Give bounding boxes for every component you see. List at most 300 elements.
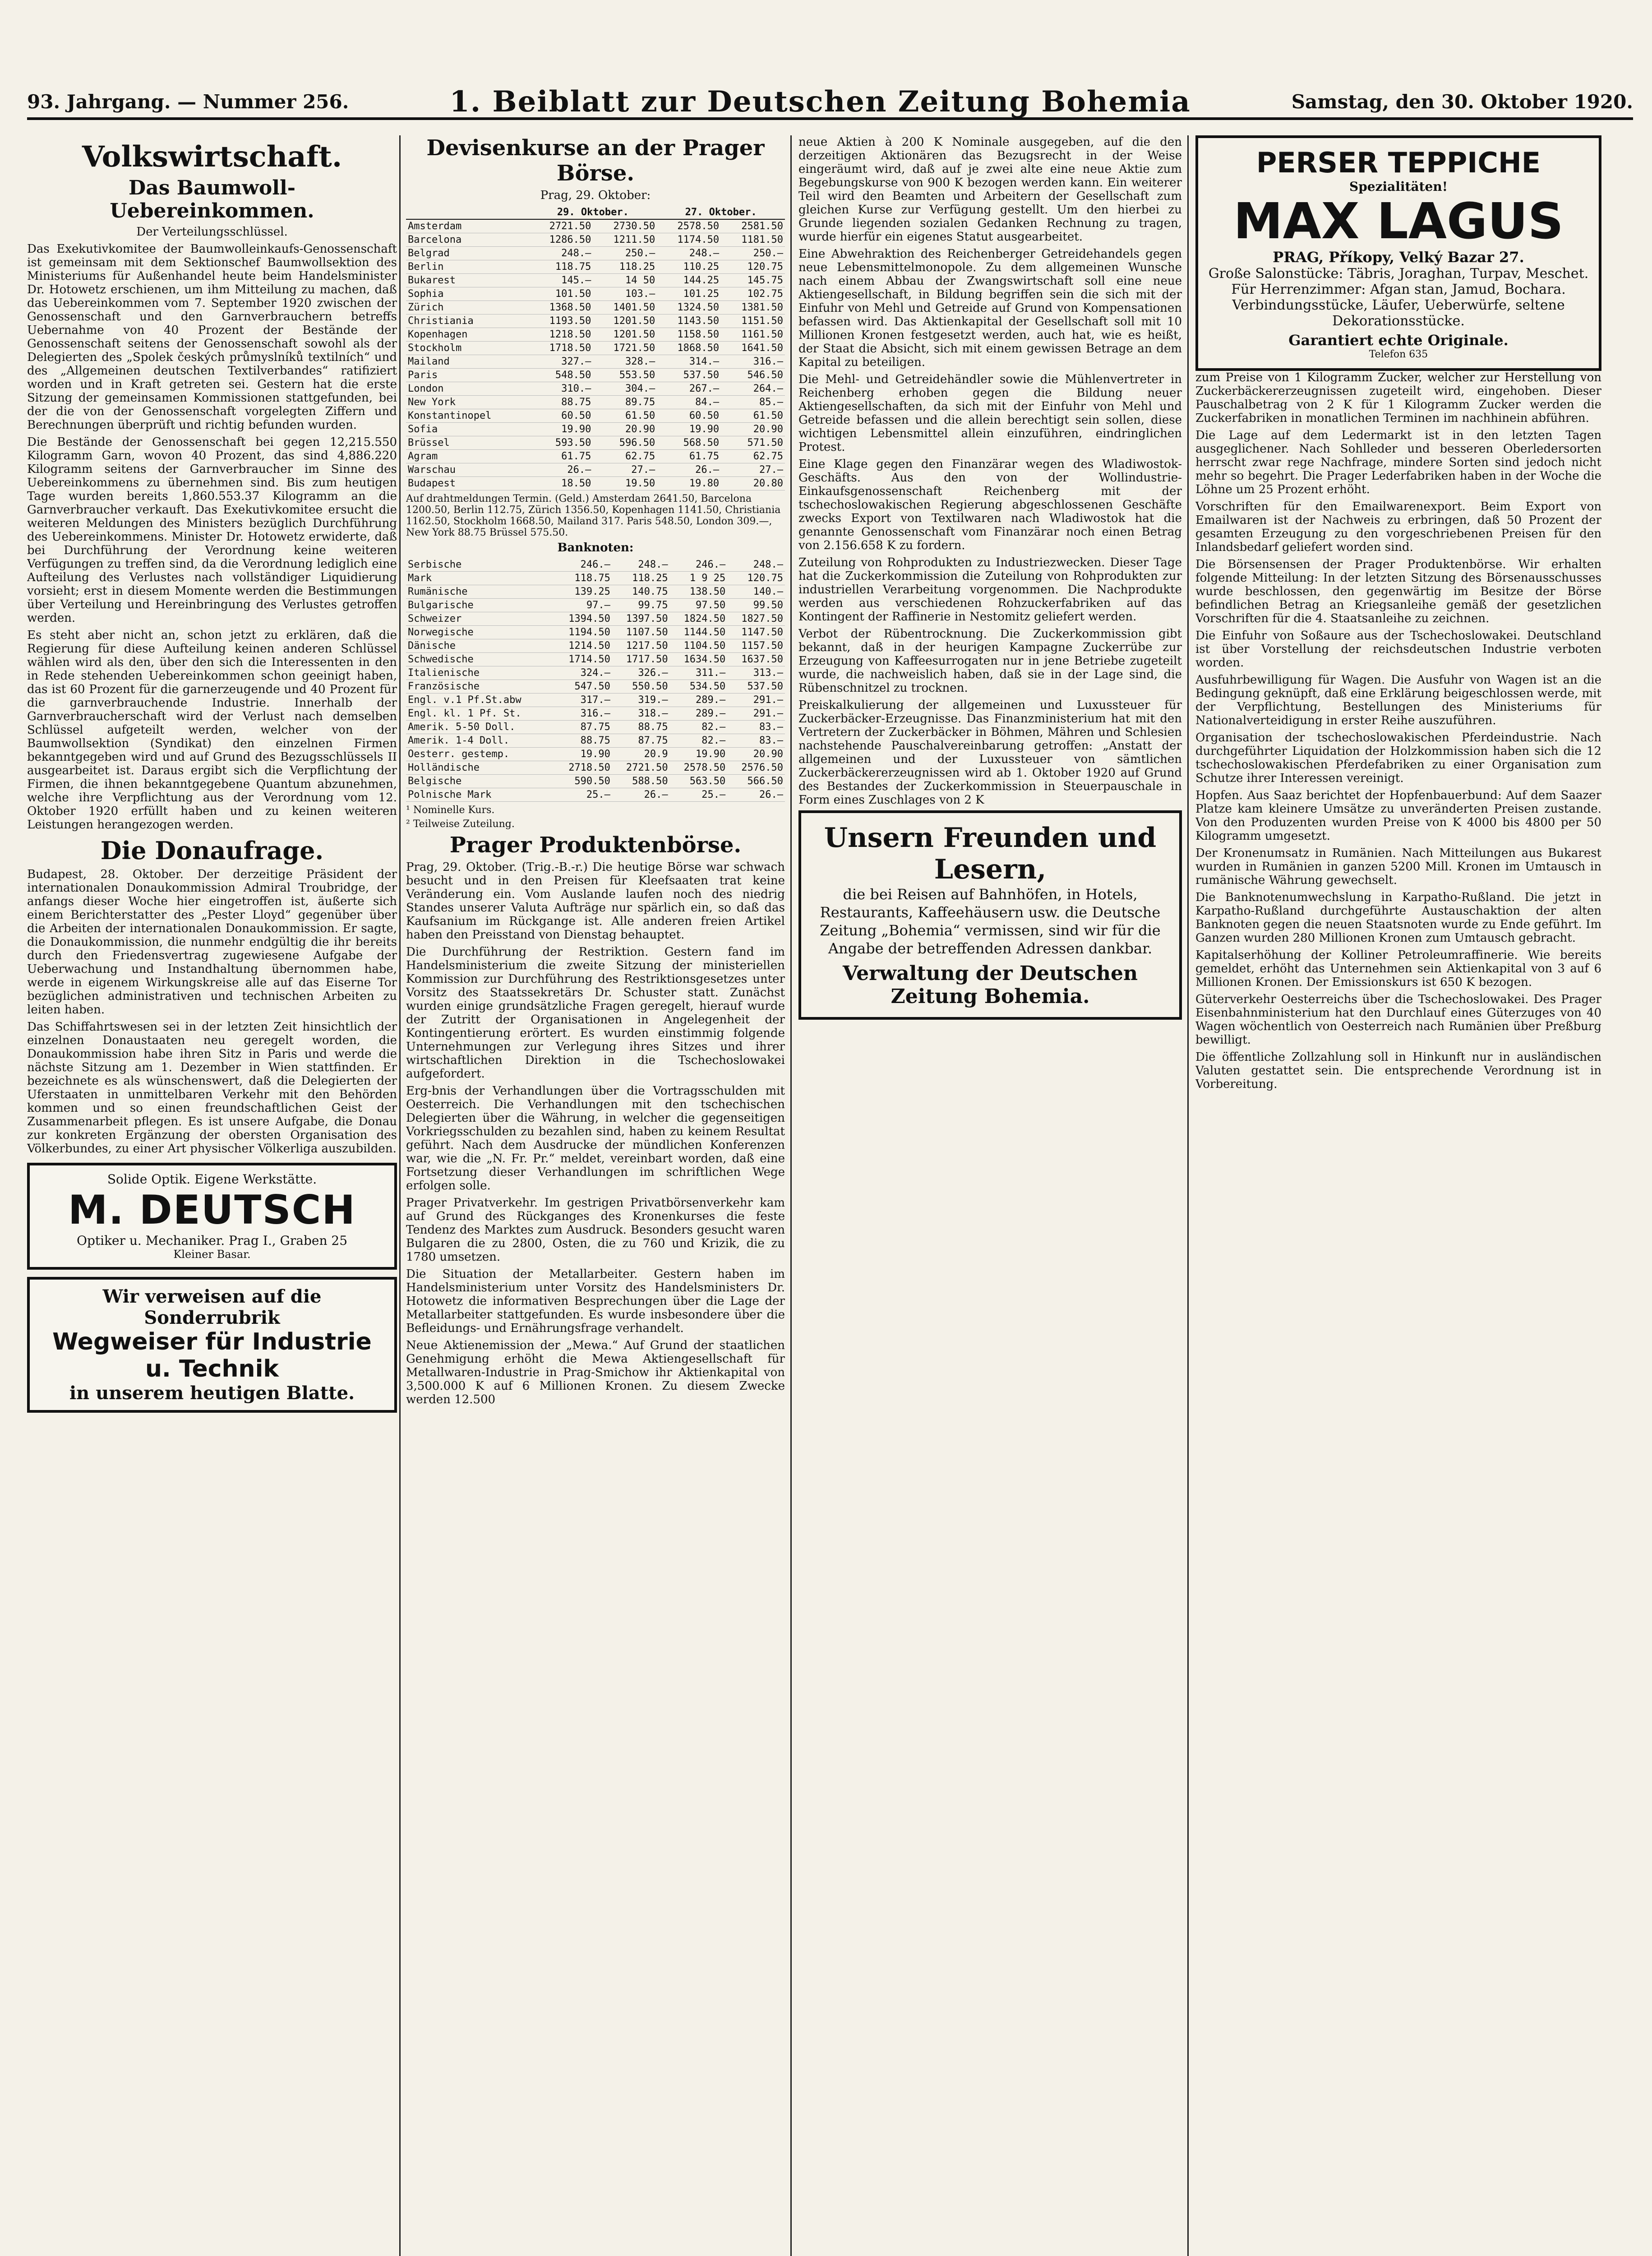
rate-cell: 145.75 <box>721 274 785 287</box>
rate-cell: 547.50 <box>554 680 612 693</box>
rate-cell: 87.75 <box>612 734 670 748</box>
masthead <box>27 86 1633 120</box>
exchange-rate-table <box>406 206 785 490</box>
table-row <box>406 477 785 490</box>
currency-cell: Warschau <box>406 463 529 477</box>
table-header: 29. Oktober. <box>529 206 657 219</box>
rate-cell: 97.50 <box>670 599 728 612</box>
rate-cell: 289.— <box>670 707 728 721</box>
advert-address: PRAG, Příkopy, Velký Bazar 27. <box>1273 249 1524 266</box>
column-rule <box>399 135 401 2256</box>
article-paragraph: Der Kronenumsatz in Rumänien. Nach Mitteilungen aus Bukarest wurden in Rumänien in ganzen 5200 Mill. Kronen im Umtausch in rumänische Währung gewechselt. <box>1195 846 1601 887</box>
article-paragraph: Zuteilung von Rohprodukten zu Industriezwecken. Dieser Tage hat die Zuckerkommission die Zuteilung von Rohprodukten zur industriellen Verarbeitung vorgenommen. Die Nachprodukte werden aus verschiedenen Rohzuckerfabriken auf das Kontingent der Raffinerie in Nestomitz geliefert werden. <box>798 556 1182 624</box>
column-3 <box>798 135 1182 1020</box>
rate-cell: 120.75 <box>727 572 785 585</box>
advert-line: Wegweiser für Industrie u. Technik <box>52 1328 372 1382</box>
rate-cell: 118.25 <box>612 572 670 585</box>
currency-cell: Holländische <box>406 761 554 775</box>
rate-cell: 60.50 <box>529 409 593 423</box>
rate-cell: 1147.50 <box>727 626 785 639</box>
currency-cell: Kopenhagen <box>406 328 529 342</box>
table-row <box>406 247 785 260</box>
currency-cell: Barcelona <box>406 233 529 247</box>
table-row <box>406 721 785 734</box>
rate-cell: 316.— <box>721 355 785 369</box>
rate-cell: 19.90 <box>657 423 721 436</box>
table-row <box>406 612 785 626</box>
rate-cell: 25.— <box>670 788 728 802</box>
article-paragraph: Die Lage auf dem Ledermarkt ist in den letzten Tagen ausgeglichener. Nach Sohlleder und besseren Oberledersorten herrscht zwar rege Nachfrage, mindere Sorten sind jedoch nicht mehr so begehrt. Die Prager Lederfabriken haben in der Woche die Löhne um 25 Prozent erhöht. <box>1195 429 1601 496</box>
issue-date: Samstag, den 30. Oktober 1920. <box>1291 90 1633 113</box>
reader-announcement <box>798 810 1182 1020</box>
table-row <box>406 558 785 572</box>
rate-cell: 61.75 <box>657 450 721 463</box>
table-row <box>406 707 785 721</box>
rate-cell: 88.75 <box>612 721 670 734</box>
rate-cell: 1143.50 <box>657 314 721 328</box>
rate-cell: 310.— <box>529 382 593 396</box>
rate-cell: 83.— <box>727 734 785 748</box>
article-paragraph: Kapitalserhöhung der Kolliner Petroleumraffinerie. Wie bereits gemeldet, erhöht das Unternehmen sein Aktienkapital von 3 auf 6 Millionen Kronen. Der Emissionskurs ist 650 K bezogen. <box>1195 948 1601 989</box>
column-4 <box>1195 135 1601 1095</box>
announcement-title: Unsern Freunden und Lesern, <box>824 822 1157 885</box>
article-paragraph: neue Aktien à 200 K Nominale ausgegeben, auf die den derzeitigen Aktionären das Bezugsrecht in der Weise eingeräumt wird, daß auf je zwei alte eine neue Aktie zum Begebungskurse von 900 K bezogen werden kann. Ein weiterer Teil wird den Beamten und Arbeitern der Gesellschaft zum gleichen Kurse zur Verfügung gestellt. Um den hierbei zu Grunde liegenden sozialen Gedanken Rechnung zu tragen, wurde hierfür ein eigenes Statut ausgearbeitet. <box>798 135 1182 244</box>
rate-cell: 1637.50 <box>727 653 785 666</box>
rate-cell: 26.— <box>529 463 593 477</box>
currency-cell: Italienische <box>406 666 554 680</box>
rate-cell: 291.— <box>727 693 785 707</box>
rate-cell: 61.50 <box>593 409 657 423</box>
article-paragraph: Organisation der tschechoslowakischen Pferdeindustrie. Nach durchgeführter Liquidation der Holzkommission haben sich die 12 tschechoslowakischen Pferdefabriken zu einer Organisation zum Schutze ihrer Interessen vereinigt. <box>1195 731 1601 785</box>
rate-cell: 83.— <box>727 721 785 734</box>
currency-cell: London <box>406 382 529 396</box>
rate-cell: 1211.50 <box>593 233 657 247</box>
currency-cell: Schwedische <box>406 653 554 666</box>
table-row <box>406 409 785 423</box>
currency-cell: Serbische <box>406 558 554 572</box>
table-header-row <box>406 206 785 219</box>
advert-line: Für Herrenzimmer: Afgan stan, Jamud, Bochara. <box>1231 282 1566 297</box>
table-row <box>406 287 785 301</box>
rate-cell: 1381.50 <box>721 301 785 314</box>
rate-cell: 1104.50 <box>670 639 728 653</box>
rate-cell: 20.90 <box>727 748 785 761</box>
rate-cell: 267.— <box>657 382 721 396</box>
advert-name: MAX LAGUS <box>1233 192 1564 250</box>
table-row <box>406 734 785 748</box>
rate-cell: 1151.50 <box>721 314 785 328</box>
article-paragraph: Die Mehl- und Getreidehändler sowie die Mühlenvertreter in Reichenberg erhoben gegen die Bildung neuer Aktiengesellschaften, da sich mit der Einfuhr von Mehl und Getreide befassen und die allein berechtigt sein sollen, diese wichtigen Lebensmittel allein einzuführen, eindringlichen Protest. <box>798 373 1182 454</box>
article-paragraph: Hopfen. Aus Saaz berichtet der Hopfenbauerbund: Auf dem Saazer Platze kam kleinere Umsätze zu unveränderten Preisen zustande. Von den Produzenten wurden Preise von K 4000 bis 4800 per 50 Kilogramm umgesetzt. <box>1195 789 1601 843</box>
currency-cell: Berlin <box>406 260 529 274</box>
currency-cell: Brüssel <box>406 436 529 450</box>
table-row <box>406 626 785 639</box>
table-row <box>406 775 785 788</box>
rate-cell: 82.— <box>670 721 728 734</box>
rate-cell: 18.50 <box>529 477 593 490</box>
table-row <box>406 680 785 693</box>
rate-cell: 1286.50 <box>529 233 593 247</box>
rate-cell: 1394.50 <box>554 612 612 626</box>
article-paragraph: Verbot der Rübentrocknung. Die Zuckerkommission gibt bekannt, daß in der heurigen Kampagne Zuckerrübe zur Erzeugung von Kaffeesurrogaten nur in jene Betriebe zugeteilt wurde, die nachweislich haben, daß sie in der Lage sind, die Rübenschnitzel zu trocknen. <box>798 627 1182 695</box>
rate-cell: 118.75 <box>554 572 612 585</box>
currency-cell: Rumänische <box>406 585 554 599</box>
table-row <box>406 328 785 342</box>
rate-cell: 1401.50 <box>593 301 657 314</box>
rate-cell: 1868.50 <box>657 342 721 355</box>
table-row <box>406 599 785 612</box>
rate-cell: 20.9 <box>612 748 670 761</box>
table-row <box>406 260 785 274</box>
article-paragraph: Preiskalkulierung der allgemeinen und Luxussteuer für Zuckerbäcker-Erzeugnisse. Das Finanzministerium hat mit den Vertretern der Zuckerbäcker in Böhmen, Mähren und Schlesien nachstehende Pauschalvereinbarung getroffen: „Anstatt der allgemeinen und der Luxussteuer von sämtlichen Zuckerbäckererzeugnissen wird ab 1. Oktober 1920 auf Grund des Bestandes der Zuckerkommission in Steuerpauschale in Form eines Zuschlages von 2 K <box>798 698 1182 807</box>
rate-cell: 89.75 <box>593 396 657 409</box>
rate-cell: 311.— <box>670 666 728 680</box>
table-row <box>406 572 785 585</box>
article-paragraph: Es steht aber nicht an, schon jetzt zu erklären, daß die Regierung für diese Aufteilung keinen anderen Schlüssel wählen wird als den, über den sich die Interessenten in den in Rede stehenden Uebereinkommen schon geeinigt haben, das ist 60 Prozent für die garnerzeugende und 40 Prozent für die garnverbrauchende Industrie. Innerhalb der Garnverbraucherschaft wird der Verlust nach demselben Schlüssel aufgeteilt werden, welcher von der Baumwollsektion (Syndikat) den einzelnen Firmen bekanntgegeben wird und auf Grund des Bezugsschlüssels II ausgearbeitet ist. Daraus ergibt sich die Verpflichtung der Firmen, die ihnen bekanntgegebene Quantum abzunehmen, welche ihre Verpflichtung aus der Verordnung vom 12. Oktober 1920 erfüllt haben und zu keinen weiteren Leistungen herangezogen werden. <box>27 629 397 832</box>
currency-cell: Belgrad <box>406 247 529 260</box>
table-row <box>406 450 785 463</box>
rate-cell: 26.— <box>727 788 785 802</box>
rate-cell: 537.50 <box>657 369 721 382</box>
rate-cell: 327.— <box>529 355 593 369</box>
banknotes-table <box>406 558 785 802</box>
column-1 <box>27 135 397 1420</box>
rate-cell: 26.— <box>657 463 721 477</box>
rate-cell: 537.50 <box>727 680 785 693</box>
rate-cell: 590.50 <box>554 775 612 788</box>
rate-cell: 99.50 <box>727 599 785 612</box>
advert-wegweiser <box>27 1277 397 1413</box>
rate-cell: 1634.50 <box>670 653 728 666</box>
rate-cell: 548.50 <box>529 369 593 382</box>
article-paragraph: zum Preise von 1 Kilogramm Zucker, welcher zur Herstellung von Zuckerbäckererzeugnissen zugeteilt wird, eingehoben. Dieser Pauschalbetrag von 2 K für 1 Kilogramm Zucker werden die Zuckerfabriken in monatlichen Terminen im nachhinein abführen. <box>1195 371 1601 425</box>
rate-cell: 26.— <box>612 788 670 802</box>
article-paragraph: Die Börsensensen der Prager Produktenbörse. Wir erhalten folgende Mitteilung: In der letzten Sitzung des Börsenausschusses wurde beschlossen, den gegenwärtig im Besitze der Börse befindlichen Betrag an Kriegsanleihe gemäß der gesetzlichen Vorschriften für die 4. Staatsanleihe zu zeichnen. <box>1195 558 1601 625</box>
rate-cell: 85.— <box>721 396 785 409</box>
rate-cell: 84.— <box>657 396 721 409</box>
currency-cell: Agram <box>406 450 529 463</box>
rate-cell: 19.90 <box>554 748 612 761</box>
rate-cell: 145.— <box>529 274 593 287</box>
rate-cell: 60.50 <box>657 409 721 423</box>
advert-line: Optiker u. Mechaniker. Prag I., Graben 25 <box>76 1233 348 1248</box>
rate-cell: 289.— <box>670 693 728 707</box>
rate-cell: 140.75 <box>612 585 670 599</box>
article-paragraph: Eine Klage gegen den Finanzärar wegen des Wladiwostok-Geschäfts. Aus den von der Wollindustrie-Einkaufsgenossenschaft Reichenberg mit der tschechoslowakischen Regierung abgeschlossenen Geschäfte zwecks Export von Textilwaren nach Wladiwostok hat die genannte Genossenschaft vom Finanzärar noch einen Betrag von 2.156.658 K zu fordern. <box>798 458 1182 552</box>
rate-cell: 1174.50 <box>657 233 721 247</box>
rate-cell: 27.— <box>721 463 785 477</box>
rate-cell: 568.50 <box>657 436 721 450</box>
advert-line: Große Salonstücke: Täbris, Joraghan, Turpav, Meschet. <box>1208 266 1589 282</box>
table-row <box>406 396 785 409</box>
rate-cell: 1827.50 <box>727 612 785 626</box>
rate-cell: 317.— <box>554 693 612 707</box>
rate-cell: 20.90 <box>721 423 785 436</box>
rate-cell: 101.50 <box>529 287 593 301</box>
rate-cell: 19.90 <box>529 423 593 436</box>
rate-cell: 248.— <box>727 558 785 572</box>
rate-cell: 1368.50 <box>529 301 593 314</box>
section-heading: Volkswirtschaft. <box>82 140 342 174</box>
table-header <box>406 206 529 219</box>
table-row <box>406 653 785 666</box>
currency-cell: Stockholm <box>406 342 529 355</box>
rate-cell: 1193.50 <box>529 314 593 328</box>
rate-cell: 248.— <box>529 247 593 260</box>
rate-cell: 246.— <box>670 558 728 572</box>
table-row <box>406 355 785 369</box>
article-paragraph: Das Schiffahrtswesen sei in der letzten Zeit hinsichtlich der einzelnen Donaustaaten neu geregelt worden, die Donaukommission habe ihren Sitz in Paris und werde die nächste Sitzung am 1. Dezember in Wien stattfinden. Er bezeichnete es als wünschenswert, daß die Delegierten der Uferstaaten in unmittelbaren Verkehr mit den Behörden kommen und so einen freundschaftlichen Geist der Zusammenarbeit pflegen. Es ist unsere Aufgabe, die Donau zur konkreten Ergänzung der obersten Organisation des Völkerbundes, zu einer Art physischer Völkerliga auszubilden. <box>27 1020 397 1156</box>
article-paragraph: Budapest, 28. Oktober. Der derzeitige Präsident der internationalen Donaukommission Admiral Troubridge, der anfangs dieser Woche hier eingetroffen ist, äußerte sich einem Berichterstatter des „Pester Lloyd“ gegenüber über die Arbeiten der internationalen Donaukommission. Er sagte, die Donaukommission, die nunmehr endgültig die ihr bereits durch den Friedensvertrag zugewiesene Aufgabe der Ueberwachung und Instandhaltung übernommen habe, werde in eigenem Wirkungskreise alle auf das Eiserne Tor bezüglichen administrativen und technischen Arbeiten zu leiten haben. <box>27 868 397 1017</box>
rate-cell: 118.25 <box>593 260 657 274</box>
currency-cell: Paris <box>406 369 529 382</box>
rate-cell: 1201.50 <box>593 314 657 328</box>
rate-cell: 328.— <box>593 355 657 369</box>
table-header: 27. Oktober. <box>657 206 785 219</box>
rate-cell: 20.90 <box>593 423 657 436</box>
rate-cell: 99.75 <box>612 599 670 612</box>
currency-cell: Amsterdam <box>406 219 529 233</box>
rate-cell: 61.50 <box>721 409 785 423</box>
rate-cell: 88.75 <box>529 396 593 409</box>
table-row <box>406 301 785 314</box>
rate-cell: 2718.50 <box>554 761 612 775</box>
article-paragraph: Prag, 29. Oktober. (Trig.-B.-r.) Die heutige Börse war schwach besucht und in den Preisen für Kleefsaaten trat keine Veränderung ein. Vom Auslande laufen noch des niedrig Standes unserer Valuta Aufträge nur spärlich ein, so daß das Kaufsanium im Rückgange ist. Alle anderen freien Artikel haben den Preisstand von Dienstag behauptet. <box>406 860 785 942</box>
rate-cell: 118.75 <box>529 260 593 274</box>
section-heading: Prager Produktenbörse. <box>449 832 742 858</box>
table-row <box>406 585 785 599</box>
rate-cell: 1217.50 <box>612 639 670 653</box>
issue-number: 93. Jahrgang. — Nummer 256. <box>27 90 349 113</box>
rate-cell: 1824.50 <box>670 612 728 626</box>
currency-cell: Bukarest <box>406 274 529 287</box>
advert-line: Garantiert echte Originale. <box>1288 332 1509 349</box>
column-2 <box>406 135 785 1410</box>
rate-cell: 19.90 <box>670 748 728 761</box>
currency-cell: Belgische <box>406 775 554 788</box>
rate-cell: 553.50 <box>593 369 657 382</box>
rate-cell: 1107.50 <box>612 626 670 639</box>
article-paragraph: Die Situation der Metallarbeiter. Gestern haben im Handelsministerium unter Vorsitz des Handelsministers Dr. Hotowetz die informativen Besprechungen über die Lage der Metallarbeiter stattgefunden. Es wurde insbesondere über die Befleidungs- und Ernährungsfrage verhandelt. <box>406 1267 785 1335</box>
currency-cell: Norwegische <box>406 626 554 639</box>
rate-cell: 1144.50 <box>670 626 728 639</box>
rate-cell: 88.75 <box>554 734 612 748</box>
table-row <box>406 423 785 436</box>
rate-cell: 1 9 25 <box>670 572 728 585</box>
article-paragraph: Die öffentliche Zollzahlung soll in Hinkunft nur in ausländischen Valuten gestattet sein. Die entsprechende Verordnung ist in Vorbereitung. <box>1195 1050 1601 1091</box>
advert-perser-teppiche <box>1195 135 1601 371</box>
currency-cell: Konstantinopel <box>406 409 529 423</box>
rate-cell: 19.50 <box>593 477 657 490</box>
rate-cell: 550.50 <box>612 680 670 693</box>
rate-cell: 250.— <box>593 247 657 260</box>
rate-cell: 1718.50 <box>529 342 593 355</box>
article-paragraph: Die Einfuhr von Soßaure aus der Tschechoslowakei. Deutschland ist über Vorstellung der reichsdeutschen Industrie verboten worden. <box>1195 629 1601 670</box>
rate-cell: 61.75 <box>529 450 593 463</box>
currency-cell: Polnische Mark <box>406 788 554 802</box>
table-row <box>406 314 785 328</box>
article-paragraph: Ausfuhrbewilligung für Wagen. Die Ausfuhr von Wagen ist an die Bedingung geknüpft, daß eine Erklärung beigeschlossen werde, mit der Verpflichtung, Bestellungen des Ministeriums für Nationalverteidigung in erster Reihe auszuführen. <box>1195 673 1601 727</box>
table-row <box>406 693 785 707</box>
rate-cell: 2721.50 <box>529 219 593 233</box>
rate-cell: 1218.50 <box>529 328 593 342</box>
rate-cell: 588.50 <box>612 775 670 788</box>
advert-line: Telefon 635 <box>1369 349 1428 360</box>
currency-cell: Mailand <box>406 355 529 369</box>
article-paragraph: Die Banknotenumwechslung in Karpatho-Rußland. Die jetzt in Karpatho-Rußland durchgeführte Austauschaktion der alten Banknoten gegen die neuen Staatsnoten wurde zu Ende geführt. Im Ganzen wurden 280 Millionen Kronen zum Umtausch gebracht. <box>1195 891 1601 945</box>
table-row <box>406 666 785 680</box>
table-row <box>406 233 785 247</box>
rate-cell: 1324.50 <box>657 301 721 314</box>
rate-cell: 1714.50 <box>554 653 612 666</box>
advert-line: Verbindungsstücke, Läufer, Ueberwürfe, seltene Dekorationsstücke. <box>1232 297 1565 329</box>
rate-cell: 62.75 <box>593 450 657 463</box>
currency-cell: New York <box>406 396 529 409</box>
advert-deutsch <box>27 1163 397 1270</box>
advert-line: Kleiner Basar. <box>173 1248 251 1261</box>
rate-cell: 304.— <box>593 382 657 396</box>
article-title: Das Baumwoll-Uebereinkommen. <box>110 176 314 222</box>
rate-cell: 316.— <box>554 707 612 721</box>
advert-line: PERSER TEPPICHE <box>1256 146 1541 179</box>
rate-cell: 563.50 <box>670 775 728 788</box>
article-paragraph: Die Durchführung der Restriktion. Gestern fand im Handelsministerium die zweite Sitzung der ministeriellen Kommission zur Durchführung des Restriktionsgesetzes unter Vorsitz des Staatssekretärs Dr. Schuster statt. Zunächst wurden einige grundsätzliche Fragen geregelt, hierauf wurde der Zutritt der Organisationen in Angelegenheit der Kontingentierung erörtert. Es wurden einstimmig folgende Unternehmungen zur Verlegung ihres Sitzes und ihrer wirtschaftlichen Direktion in die Tschechoslowakei aufgefordert. <box>406 945 785 1081</box>
table-row <box>406 639 785 653</box>
table-date: Prag, 29. Oktober: <box>540 189 651 202</box>
rate-cell: 139.25 <box>554 585 612 599</box>
currency-cell: Schweizer <box>406 612 554 626</box>
rate-cell: 1641.50 <box>721 342 785 355</box>
currency-cell: Mark <box>406 572 554 585</box>
rate-cell: 314.— <box>657 355 721 369</box>
column-rule <box>1187 135 1189 2256</box>
currency-cell: Oesterr. gestemp. <box>406 748 554 761</box>
rate-cell: 324.— <box>554 666 612 680</box>
table-row <box>406 761 785 775</box>
table-row <box>406 274 785 287</box>
rate-cell: 140.— <box>727 585 785 599</box>
article-subtitle: Der Verteilungsschlüssel. <box>136 225 288 239</box>
table-row <box>406 463 785 477</box>
table-row <box>406 748 785 761</box>
rate-cell: 110.25 <box>657 260 721 274</box>
table-row <box>406 382 785 396</box>
rate-cell: 62.75 <box>721 450 785 463</box>
rate-cell: 2578.50 <box>657 219 721 233</box>
rate-cell: 246.— <box>554 558 612 572</box>
rate-cell: 2721.50 <box>612 761 670 775</box>
rate-cell: 250.— <box>721 247 785 260</box>
currency-cell: Sofia <box>406 423 529 436</box>
advert-line: Solide Optik. Eigene Werkstätte. <box>107 1172 317 1187</box>
rate-cell: 101.25 <box>657 287 721 301</box>
currency-cell: Bulgarische <box>406 599 554 612</box>
forward-rates-note: Auf drahtmeldungen Termin. (Geld.) Amsterdam 2641.50, Barcelona 1200.50, Berlin 112.75, Zürich 1356.50, Kopenhagen 1141.50, Christiania 1162.50, Stockholm 1668.50, Mailand 317. Paris 548.50, London 309.—, New York 88.75 Brüssel 575.50. <box>406 493 781 538</box>
rate-cell: 318.— <box>612 707 670 721</box>
table-row <box>406 788 785 802</box>
rate-cell: 144.25 <box>657 274 721 287</box>
rate-cell: 1158.50 <box>657 328 721 342</box>
rate-cell: 102.75 <box>721 287 785 301</box>
rate-cell: 82.— <box>670 734 728 748</box>
rate-cell: 1721.50 <box>593 342 657 355</box>
currency-cell: Engl. kl. 1 Pf. St. <box>406 707 554 721</box>
rate-cell: 2576.50 <box>727 761 785 775</box>
article-title: Die Donaufrage. <box>100 836 324 865</box>
rate-cell: 87.75 <box>554 721 612 734</box>
column-rule <box>790 135 792 2256</box>
advert-name: M. DEUTSCH <box>68 1187 356 1233</box>
rate-cell: 97.— <box>554 599 612 612</box>
rate-cell: 1161.50 <box>721 328 785 342</box>
rate-cell: 2581.50 <box>721 219 785 233</box>
supplement-title: 1. Beiblatt zur Deutschen Zeitung Bohemia <box>449 84 1191 119</box>
footnote: ¹ Nominelle Kurs. <box>406 804 495 816</box>
rate-cell: 1397.50 <box>612 612 670 626</box>
table-row <box>406 436 785 450</box>
rate-cell: 2578.50 <box>670 761 728 775</box>
currency-cell: Sophia <box>406 287 529 301</box>
table-row <box>406 369 785 382</box>
rate-cell: 2730.50 <box>593 219 657 233</box>
currency-cell: Amerik. 1-4 Doll. <box>406 734 554 748</box>
currency-cell: Französische <box>406 680 554 693</box>
rate-cell: 571.50 <box>721 436 785 450</box>
article-paragraph: Vorschriften für den Emailwarenexport. Beim Export von Emailwaren ist der Nachweis zu erbringen, daß 50 Prozent der gesamten Erzeugung zu den vorgeschriebenen Preisen für den Inlandsbedarf geliefert worden sind. <box>1195 500 1601 554</box>
rate-cell: 1214.50 <box>554 639 612 653</box>
rate-cell: 319.— <box>612 693 670 707</box>
article-paragraph: Das Exekutivkomitee der Baumwolleinkaufs-Genossenschaft ist gemeinsam mit dem Sektionschef Baumwollsektion des Ministeriums für Außenhandel heute beim Handelsminister Dr. Hotowetz erschienen, um ihm Mitteilung zu machen, daß das Uebereinkommen vom 7. September 1920 zwischen der Genossenschaft und den Garnverbrauchern betreffs Uebernahme von 40 Prozent der Bestände der Genossenschaft seitens der Genossenschaft sowohl als der Delegierten des „Spolek českých průmyslníků textilních“ und des „Allgemeinen deutschen Textilverbandes“ ratifiziert worden und in Kraft getreten sei. Gestern hat die erste Sitzung der gemeinsamen Kommissionen stattgefunden, bei der die von der Genossenschaft vorgelegten Ziffern und Berechnungen überprüft und richtig befunden wurden. <box>27 242 397 432</box>
rate-cell: 534.50 <box>670 680 728 693</box>
section-heading: Devisenkurse an der Prager Börse. <box>426 135 765 186</box>
rate-cell: 103.— <box>593 287 657 301</box>
rate-cell: 566.50 <box>727 775 785 788</box>
rate-cell: 120.75 <box>721 260 785 274</box>
advert-line: Wir verweisen auf die Sonderrubrik <box>102 1286 322 1328</box>
rate-cell: 264.— <box>721 382 785 396</box>
article-paragraph: Eine Abwehraktion des Reichenberger Getreidehandels gegen neue Lebensmittelmonopole. Zu dem allgemeinen Wunsche nach einem Abbau der Zwangswirtschaft soll eine neue Aktiengesellschaft, in Bildung begriffen sein die sich mit der Einfuhr von Mehl und Getreide auf Grund von Kompensationen befassen wird. Das Aktienkapital der Gesellschaft soll mit 10 Millionen Kronen festgesetzt werden, auch hat, wie es heißt, der Staat die Absicht, sich mit einem gewissen Betrage an dem Kapital zu beteiligen. <box>798 247 1182 369</box>
rate-cell: 20.80 <box>721 477 785 490</box>
rate-cell: 313.— <box>727 666 785 680</box>
rate-cell: 19.80 <box>657 477 721 490</box>
currency-cell: Amerik. 5-50 Doll. <box>406 721 554 734</box>
advert-line: Spezialitäten! <box>1349 179 1448 194</box>
announcement-body: die bei Reisen auf Bahnhöfen, in Hotels, Restaurants, Kaffeehäusern usw. die Deutsche Zeitung „Bohemia“ vermissen, sind wir für die Angabe der betreffenden Adressen dankbar. <box>820 886 1161 957</box>
rate-cell: 27.— <box>593 463 657 477</box>
rate-cell: 14 50 <box>593 274 657 287</box>
rate-cell: 291.— <box>727 707 785 721</box>
banknotes-heading: Banknoten: <box>557 541 634 555</box>
article-paragraph: Erg-bnis der Verhandlungen über die Vortragsschulden mit Oesterreich. Die Verhandlungen mit den tschechischen Delegierten über die Währung, in welcher die gegenseitigen Vorkriegsschulden zu bezahlen sind, haben zu keinem Resultat geführt. Nach dem Ausdrucke der mündlichen Konferenzen war, wie die „N. Fr. Pr.“ meldet, vereinbart worden, daß eine Fortsetzung dieser Verhandlungen im schriftlichen Wege erfolgen solle. <box>406 1084 785 1193</box>
rate-cell: 248.— <box>657 247 721 260</box>
rate-cell: 1717.50 <box>612 653 670 666</box>
article-paragraph: Die Bestände der Genossenschaft bei gegen 12,215.550 Kilogramm Garn, wovon 40 Prozent, das sind 4,886.220 Kilogramm seitens der Garnverbraucher im Sinne des Uebereinkommens zu übernehmen sind. Bis zum heutigen Tage wurden bereits 1,860.553.37 Kilogramm an die Garnverbraucher verkauft. Das Exekutivkomitee ersucht die weiteren Meldungen des Ministers bezüglich Durchführung des Uebereinkommens. Minister Dr. Hotowetz erwiderte, daß bei Durchführung der Verordnung keine weiteren Verfügungen zu treffen sind, da die Verordnung lediglich eine Aufteilung des Verlustes nach vollständiger Liquidierung vorsieht; erst in diesem Momente werden die Bestimmungen über Verteilung und Hereinbringung des Verlustes getroffen werden. <box>27 435 397 625</box>
currency-cell: Budapest <box>406 477 529 490</box>
article-paragraph: Neue Aktienemission der „Mewa.“ Auf Grund der staatlichen Genehmigung erhöht die Mewa Aktiengesellschaft für Metallwaren-Industrie in Prag-Smichow ihr Aktienkapital von 3,500.000 K auf 6 Millionen Kronen. Zu diesem Zwecke werden 12.500 <box>406 1339 785 1406</box>
rate-cell: 546.50 <box>721 369 785 382</box>
rate-cell: 1194.50 <box>554 626 612 639</box>
rate-cell: 1157.50 <box>727 639 785 653</box>
rate-cell: 138.50 <box>670 585 728 599</box>
table-row <box>406 219 785 233</box>
rate-cell: 1201.50 <box>593 328 657 342</box>
rate-cell: 596.50 <box>593 436 657 450</box>
rate-cell: 326.— <box>612 666 670 680</box>
table-row <box>406 342 785 355</box>
rate-cell: 593.50 <box>529 436 593 450</box>
article-paragraph: Prager Privatverkehr. Im gestrigen Privatbörsenverkehr kam auf Grund des Rückganges des Kronenkurses die feste Tendenz des Marktes zum Ausdruck. Besonders gesucht waren Bulgaren die zu 2800, Osten, die zu 760 und Krizik, die zu 1780 umsetzen. <box>406 1196 785 1264</box>
rate-cell: 248.— <box>612 558 670 572</box>
